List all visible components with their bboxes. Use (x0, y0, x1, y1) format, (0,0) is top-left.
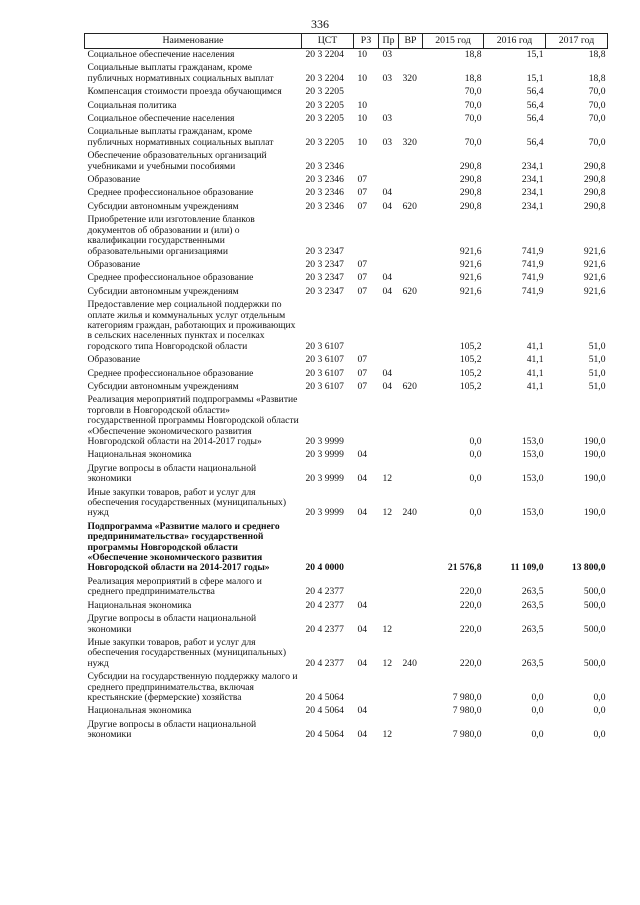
row-value-2015: 105,2 (459, 367, 482, 379)
table-row (85, 126, 608, 150)
row-rz: 04 (357, 449, 368, 461)
row-cst: 20 3 9999 (305, 449, 344, 461)
row-rz: 07 (357, 187, 368, 199)
table-row (85, 449, 608, 462)
table-row (85, 201, 608, 214)
table-row (85, 381, 608, 394)
row-value-2017: 51,0 (588, 354, 606, 366)
row-value-2016: 741,9 (521, 245, 544, 257)
row-value-2015: 0,0 (469, 473, 482, 485)
row-cst: 20 3 2347 (305, 285, 344, 297)
table-row (85, 86, 608, 99)
row-name: Образование (87, 354, 141, 366)
row-cst: 20 4 5064 (305, 729, 344, 741)
table-row (85, 600, 608, 613)
table-body (85, 49, 608, 743)
row-value-2016: 41,1 (526, 340, 544, 352)
row-name: Реализация мероприятий подпрограммы «Развитие торговли в Новгородской области» государственной программы Новгородской области «Обеспечение экономического развития Новгородской области на 2014-2017 годы» (87, 394, 299, 447)
row-value-2016: 56,4 (526, 86, 544, 98)
row-rz: 07 (357, 200, 368, 212)
row-rz (354, 576, 379, 600)
row-value-2016: 41,1 (526, 380, 544, 392)
row-value-2016: 56,4 (526, 99, 544, 111)
row-cst: 20 3 6107 (305, 380, 344, 392)
table-row (85, 368, 608, 381)
table-row (85, 272, 608, 285)
row-name: Иные закупки товаров, работ и услуг для обеспечения государственных (муниципальных) нужд (87, 486, 287, 519)
row-value-2016: 0,0 (531, 729, 544, 741)
row-vr (399, 719, 423, 743)
row-value-2015: 18,8 (464, 72, 482, 84)
row-value-2017: 500,0 (583, 657, 606, 669)
row-name: Социальная политика (87, 99, 177, 111)
row-vr (399, 600, 423, 613)
row-value-2017: 290,8 (583, 200, 606, 212)
row-value-2017: 290,8 (583, 187, 606, 199)
row-value-2015: 70,0 (464, 136, 482, 148)
row-pr: 12 (382, 507, 393, 519)
row-vr (399, 449, 423, 462)
row-vr (399, 354, 423, 367)
row-rz (354, 150, 379, 174)
row-value-2015: 70,0 (464, 113, 482, 125)
row-value-2017: 190,0 (583, 473, 606, 485)
table-row (85, 150, 608, 174)
row-value-2016: 153,0 (521, 436, 544, 447)
row-pr: 12 (382, 657, 393, 669)
row-value-2017: 13 800,0 (571, 562, 606, 574)
row-vr (399, 100, 423, 113)
row-vr (399, 705, 423, 718)
row-rz: 04 (357, 473, 368, 485)
row-value-2015: 105,2 (459, 354, 482, 366)
row-cst: 20 3 2205 (305, 99, 344, 111)
table-row (85, 487, 608, 521)
row-vr (399, 187, 423, 200)
row-pr: 03 (382, 113, 393, 125)
row-cst: 20 3 2204 (305, 72, 344, 84)
row-cst: 20 3 9999 (305, 507, 344, 519)
row-value-2015: 921,6 (459, 285, 482, 297)
row-name: Подпрограмма «Развитие малого и среднего предпринимательства» государственной программы Новгородской области «Обеспечение экономического развития Новгородской области на 2014-2017 годы» (87, 520, 280, 574)
row-rz: 07 (357, 174, 368, 186)
row-vr (399, 113, 423, 126)
row-vr: 320 (402, 72, 417, 84)
row-value-2016: 15,1 (526, 72, 544, 84)
row-vr (399, 214, 423, 259)
row-cst: 20 4 2377 (305, 657, 344, 669)
row-pr (379, 214, 399, 259)
table-header-row (85, 34, 608, 49)
header-rz: РЗ (354, 34, 379, 49)
row-vr (399, 463, 423, 487)
row-name: Социальные выплаты гражданам, кроме публичных нормативных социальных выплат (87, 62, 274, 84)
row-cst: 20 3 2346 (305, 174, 344, 186)
row-cst: 20 3 2346 (305, 187, 344, 199)
row-value-2017: 18,8 (588, 72, 606, 84)
row-pr (379, 354, 399, 367)
table-row (85, 259, 608, 272)
row-pr: 04 (382, 367, 393, 379)
row-rz (354, 394, 379, 449)
row-name: Другие вопросы в области национальной экономики (87, 462, 257, 485)
row-value-2015: 0,0 (469, 449, 482, 461)
row-rz: 10 (357, 72, 368, 84)
table-row (85, 576, 608, 600)
row-pr (379, 259, 399, 272)
row-cst: 20 3 2204 (305, 49, 344, 60)
row-name: Национальная экономика (87, 599, 192, 611)
page-number: 336 (311, 17, 329, 31)
table-row (85, 286, 608, 299)
row-rz: 10 (357, 136, 368, 148)
row-value-2017: 0,0 (593, 705, 606, 717)
row-value-2016: 234,1 (521, 187, 544, 199)
row-value-2016: 56,4 (526, 136, 544, 148)
row-value-2015: 921,6 (459, 245, 482, 257)
row-rz: 07 (357, 367, 368, 379)
row-value-2017: 18,8 (588, 49, 606, 60)
row-vr (399, 174, 423, 187)
row-name: Приобретение или изготовление бланков документов об образовании и (или) о квалификации государственными образовательными организациями (87, 214, 255, 257)
row-vr: 620 (402, 380, 417, 392)
row-name: Национальная экономика (87, 705, 192, 717)
row-value-2015: 290,8 (459, 187, 482, 199)
row-vr (399, 521, 423, 576)
header-vr: ВР (399, 34, 423, 49)
row-value-2015: 7 980,0 (452, 729, 482, 741)
row-rz: 07 (357, 354, 368, 366)
row-value-2016: 41,1 (526, 367, 544, 379)
row-cst: 20 4 5064 (305, 691, 344, 703)
row-cst: 20 3 6107 (305, 340, 344, 352)
table-row (85, 613, 608, 637)
table-row (85, 299, 608, 354)
row-value-2016: 153,0 (521, 507, 544, 519)
row-value-2015: 921,6 (459, 258, 482, 270)
row-value-2016: 0,0 (531, 691, 544, 703)
table-row (85, 637, 608, 671)
row-value-2015: 18,8 (464, 49, 482, 60)
row-value-2016: 153,0 (521, 449, 544, 461)
row-cst: 20 3 2346 (305, 160, 344, 172)
row-vr (399, 671, 423, 705)
row-pr: 04 (382, 187, 393, 199)
table-row (85, 463, 608, 487)
row-vr (399, 576, 423, 600)
row-cst: 20 3 2205 (305, 113, 344, 125)
row-name: Иные закупки товаров, работ и услуг для обеспечения государственных (муниципальных) нужд (87, 636, 287, 669)
row-value-2015: 921,6 (459, 272, 482, 284)
row-value-2017: 70,0 (588, 99, 606, 111)
row-name: Образование (87, 174, 141, 186)
row-name: Социальное обеспечение населения (87, 49, 235, 60)
row-vr: 240 (402, 507, 417, 519)
row-vr (399, 368, 423, 381)
row-pr (379, 449, 399, 462)
row-pr (379, 521, 399, 576)
row-name: Социальное обеспечение населения (87, 113, 235, 125)
row-name: Среднее профессиональное образование (87, 367, 254, 379)
row-value-2017: 51,0 (588, 367, 606, 379)
row-value-2015: 105,2 (459, 340, 482, 352)
row-vr (399, 150, 423, 174)
row-value-2017: 290,8 (583, 160, 606, 172)
row-value-2016: 153,0 (521, 473, 544, 485)
row-rz: 10 (357, 49, 368, 60)
row-cst: 20 3 2347 (305, 272, 344, 284)
row-value-2017: 921,6 (583, 245, 606, 257)
row-name: Компенсация стоимости проезда обучающимся (87, 86, 282, 98)
row-cst: 20 3 2347 (305, 245, 344, 257)
row-value-2016: 234,1 (521, 200, 544, 212)
row-value-2017: 500,0 (583, 599, 606, 611)
row-value-2017: 51,0 (588, 340, 606, 352)
row-value-2016: 234,1 (521, 160, 544, 172)
row-vr: 620 (402, 200, 417, 212)
row-name: Субсидии автономным учреждениям (87, 200, 239, 212)
row-value-2017: 921,6 (583, 272, 606, 284)
header-2015: 2015 год (423, 34, 484, 49)
row-rz (354, 521, 379, 576)
row-rz (354, 671, 379, 705)
row-pr: 03 (382, 72, 393, 84)
row-cst: 20 3 2205 (305, 136, 344, 148)
row-name: Другие вопросы в области национальной экономики (87, 718, 257, 741)
row-value-2016: 234,1 (521, 174, 544, 186)
table-row (85, 521, 608, 576)
row-vr (399, 272, 423, 285)
row-value-2017: 70,0 (588, 113, 606, 125)
row-value-2015: 0,0 (469, 436, 482, 447)
row-value-2015: 290,8 (459, 174, 482, 186)
row-vr (399, 49, 423, 63)
row-pr: 12 (382, 623, 393, 635)
row-cst: 20 4 2377 (305, 586, 344, 598)
row-pr (379, 100, 399, 113)
row-name: Субсидии автономным учреждениям (87, 285, 239, 297)
row-name: Социальные выплаты гражданам, кроме публичных нормативных социальных выплат (87, 126, 274, 148)
row-value-2016: 0,0 (531, 705, 544, 717)
row-rz (354, 299, 379, 354)
row-pr: 03 (382, 136, 393, 148)
row-vr: 620 (402, 285, 417, 297)
row-vr: 240 (402, 657, 417, 669)
row-value-2016: 11 109,0 (510, 562, 544, 574)
row-pr (379, 394, 399, 449)
row-value-2015: 220,0 (459, 623, 482, 635)
row-value-2017: 0,0 (593, 729, 606, 741)
table-row (85, 62, 608, 86)
row-name: Среднее профессиональное образование (87, 272, 254, 284)
row-cst: 20 3 2205 (305, 86, 344, 98)
row-pr: 04 (382, 380, 393, 392)
row-value-2016: 41,1 (526, 354, 544, 366)
row-value-2017: 70,0 (588, 86, 606, 98)
row-value-2016: 263,5 (521, 599, 544, 611)
row-pr: 12 (382, 473, 393, 485)
table-row (85, 719, 608, 743)
row-value-2016: 263,5 (521, 657, 544, 669)
row-value-2017: 70,0 (588, 136, 606, 148)
row-name: Реализация мероприятий в сфере малого и среднего предпринимательства (87, 575, 262, 598)
row-rz: 04 (357, 657, 368, 669)
row-value-2016: 56,4 (526, 113, 544, 125)
row-value-2015: 290,8 (459, 160, 482, 172)
row-cst: 20 4 5064 (305, 705, 344, 717)
row-cst: 20 3 6107 (305, 354, 344, 366)
row-pr (379, 86, 399, 99)
header-pr: Пр (379, 34, 399, 49)
row-vr (399, 394, 423, 449)
row-value-2015: 220,0 (459, 599, 482, 611)
row-value-2017: 500,0 (583, 586, 606, 598)
row-value-2017: 190,0 (583, 507, 606, 519)
row-pr (379, 174, 399, 187)
row-name: Национальная экономика (87, 449, 192, 461)
row-pr (379, 600, 399, 613)
table-row (85, 100, 608, 113)
row-cst: 20 4 2377 (305, 623, 344, 635)
header-cst: ЦСТ (302, 34, 354, 49)
row-value-2017: 500,0 (583, 623, 606, 635)
row-name: Среднее профессиональное образование (87, 187, 254, 199)
row-value-2015: 220,0 (459, 586, 482, 598)
row-pr (379, 150, 399, 174)
row-value-2015: 21 576,8 (447, 562, 482, 574)
row-rz (354, 86, 379, 99)
row-rz: 04 (357, 729, 368, 741)
row-pr: 04 (382, 285, 393, 297)
table-row (85, 49, 608, 63)
row-pr (379, 576, 399, 600)
row-pr (379, 671, 399, 705)
row-rz (354, 214, 379, 259)
row-name: Предоставление мер социальной поддержки по оплате жилья и коммунальных услуг отдельным категориям граждан, работающих и проживающих в сельских населенных пунктах и поселках городского типа Новгородской области (87, 299, 296, 352)
row-rz: 07 (357, 258, 368, 270)
row-value-2017: 290,8 (583, 174, 606, 186)
header-2016: 2016 год (484, 34, 546, 49)
row-value-2016: 263,5 (521, 586, 544, 598)
row-rz: 10 (357, 113, 368, 125)
row-value-2016: 263,5 (521, 623, 544, 635)
row-value-2016: 741,9 (521, 285, 544, 297)
row-value-2016: 741,9 (521, 258, 544, 270)
row-cst: 20 3 9999 (305, 473, 344, 485)
row-cst: 20 4 0000 (305, 562, 344, 574)
header-name: Наименование (85, 34, 302, 49)
row-value-2015: 290,8 (459, 200, 482, 212)
table-row (85, 671, 608, 705)
row-name: Другие вопросы в области национальной экономики (87, 613, 257, 635)
table-row (85, 705, 608, 718)
table-row (85, 187, 608, 200)
row-vr (399, 613, 423, 637)
row-value-2015: 105,2 (459, 380, 482, 392)
table-row (85, 354, 608, 367)
table-row (85, 113, 608, 126)
row-value-2016: 741,9 (521, 272, 544, 284)
row-vr (399, 86, 423, 99)
row-cst: 20 3 2346 (305, 200, 344, 212)
budget-table (84, 33, 608, 743)
row-pr (379, 705, 399, 718)
header-2017: 2017 год (546, 34, 608, 49)
row-name: Обеспечение образовательных организаций учебниками и учебными пособиями (87, 150, 267, 172)
row-value-2017: 190,0 (583, 436, 606, 447)
row-value-2017: 921,6 (583, 258, 606, 270)
row-value-2015: 220,0 (459, 657, 482, 669)
row-cst: 20 3 9999 (305, 436, 344, 447)
table-row (85, 394, 608, 449)
row-value-2015: 70,0 (464, 86, 482, 98)
row-pr: 04 (382, 272, 393, 284)
row-vr (399, 299, 423, 354)
row-vr (399, 259, 423, 272)
row-value-2017: 51,0 (588, 380, 606, 392)
row-value-2015: 7 980,0 (452, 705, 482, 717)
row-cst: 20 3 6107 (305, 367, 344, 379)
row-rz: 04 (357, 599, 368, 611)
row-rz: 04 (357, 705, 368, 717)
row-pr: 12 (382, 729, 393, 741)
row-value-2017: 190,0 (583, 449, 606, 461)
row-rz: 07 (357, 272, 368, 284)
row-value-2016: 15,1 (526, 49, 544, 60)
row-value-2015: 0,0 (469, 507, 482, 519)
row-value-2015: 7 980,0 (452, 691, 482, 703)
row-rz: 07 (357, 380, 368, 392)
row-cst: 20 4 2377 (305, 599, 344, 611)
row-rz: 07 (357, 285, 368, 297)
row-pr: 03 (382, 49, 393, 60)
row-rz: 04 (357, 623, 368, 635)
table-row (85, 214, 608, 259)
row-value-2015: 70,0 (464, 99, 482, 111)
row-name: Субсидии на государственную поддержку малого и среднего предпринимательства, включая крестьянские (фермерские) хозяйства (87, 671, 298, 703)
row-value-2017: 921,6 (583, 285, 606, 297)
row-cst: 20 3 2347 (305, 258, 344, 270)
row-name: Образование (87, 258, 141, 270)
row-pr: 04 (382, 200, 393, 212)
row-rz: 04 (357, 507, 368, 519)
table-row (85, 174, 608, 187)
row-value-2017: 0,0 (593, 691, 606, 703)
row-name: Субсидии автономным учреждениям (87, 380, 239, 392)
row-pr (379, 299, 399, 354)
row-rz: 10 (357, 99, 368, 111)
row-vr: 320 (402, 136, 417, 148)
